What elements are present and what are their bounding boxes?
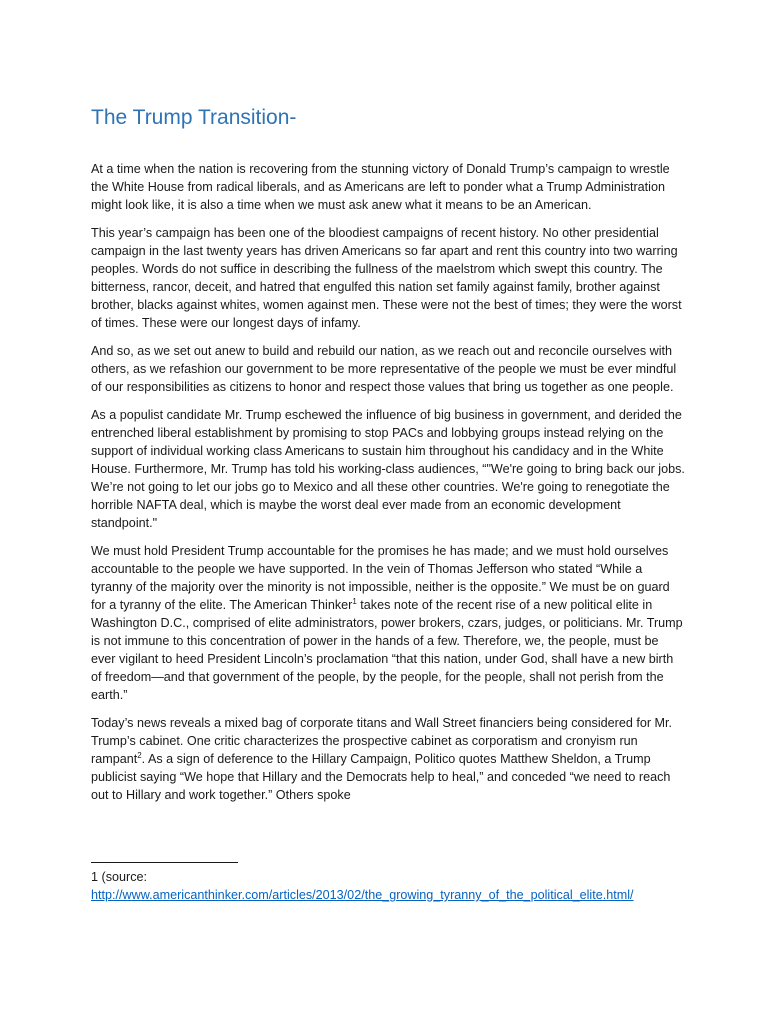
footnote-source-link[interactable]: http://www.americanthinker.com/articles/2013/02/the_growing_tyranny_of_the_political_elite.html/ xyxy=(91,888,634,902)
document-title: The Trump Transition- xyxy=(91,106,297,129)
paragraph-2: This year’s campaign has been one of the bloodiest campaigns of recent history. No other presidential campaign in the last twenty years has driven Americans so far apart and rent this country into two warring peoples. Words do not suffice in describing the fullness of the maelstrom which swept this country. The bitterness, rancor, deceit, and hatred that engulfed this nation set family against family, brother against brother, blacks against whites, women against men. These were not the best of times; they were the worst of times. These were our longest days of infamy. xyxy=(91,226,682,330)
paragraph-4: As a populist candidate Mr. Trump eschewed the influence of big business in government, and derided the entrenched liberal establishment by promising to stop PACs and lobbying groups instead relying on the support of individual working class Americans to sustain him throughout his candidacy and in the White House. Furthermore, Mr. Trump has told his working-class audiences, “"We're going to bring back our jobs. We’re not going to let our jobs go to Mexico and all these other countries. We're going to renegotiate the horrible NAFTA deal, which is maybe the worst deal ever made from an economic development standpoint." xyxy=(91,408,685,530)
document-body xyxy=(91,160,685,814)
footnote-separator xyxy=(91,862,238,863)
paragraph-6-text-a: Today’s news reveals a mixed bag of corporate titans and Wall Street financiers being considered for Mr. Trump’s cabinet. One critic characterizes the prospective cabinet as corporatism and cronyism run rampant xyxy=(91,716,673,766)
paragraph-5-text-a: We must hold President Trump accountable for the promises he has made; and we must hold ourselves accountable to the people we have supported. In the vein of Thomas Jefferson who stated “While a tyranny of the majority over the minority is not impossible, neither is the opposite.” We must be on guard for a tyranny of the elite. The American Thinker xyxy=(91,544,670,612)
footnote-ref-2[interactable]: 2 xyxy=(137,750,142,760)
footnote-label: 1 (source: xyxy=(91,870,147,884)
paragraph-5 xyxy=(91,542,685,704)
footnote-ref-1[interactable]: 1 xyxy=(352,596,357,606)
paragraph-5-text-b: takes note of the recent rise of a new political elite in Washington D.C., comprised of elite administrators, power brokers, czars, judges, or politicians. Mr. Trump is not immune to this concentration of power in the hands of a few. Therefore, we, the people, must be ever vigilant to heed President Lincoln’s proclamation “that this nation, under God, shall have a new birth of freedom—and that government of the people, by the people, for the people, shall not perish from the earth.” xyxy=(91,598,683,702)
footnote-1 xyxy=(91,868,681,904)
paragraph-1: At a time when the nation is recovering from the stunning victory of Donald Trump’s campaign to wrestle the White House from radical liberals, and as Americans are left to ponder what a Trump Administration might look like, it is also a time when we must ask anew what it means to be an American. xyxy=(91,162,670,212)
paragraph-6-text-b: . As a sign of deference to the Hillary Campaign, Politico quotes Matthew Sheldon, a Trump publicist saying “We hope that Hillary and the Democrats help to heal,” and conceded “we need to reach out to Hillary and work together.” Others spoke xyxy=(91,752,671,802)
paragraph-3: And so, as we set out anew to build and rebuild our nation, as we reach out and reconcile ourselves with others, as we refashion our government to be more representative of the people we must be ever mindful of our responsibilities as citizens to honor and respect those values that bring us together as one people. xyxy=(91,344,677,394)
paragraph-6 xyxy=(91,714,685,804)
